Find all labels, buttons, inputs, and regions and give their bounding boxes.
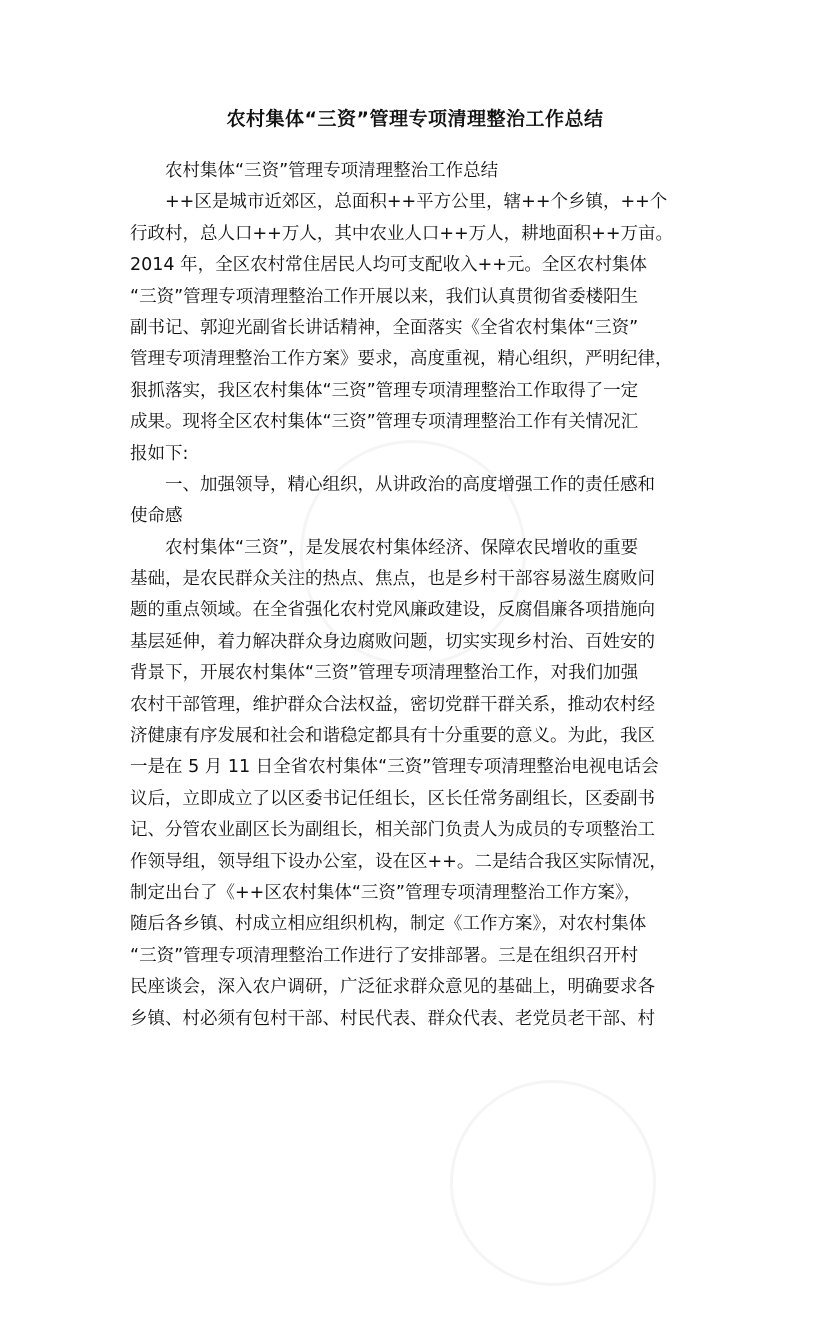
paragraph-line: 农村干部管理，维护群众合法权益，密切党群干群关系，推动农村经 [130,694,655,715]
paragraph-line: 民座谈会，深入农户调研，广泛征求群众意见的基础上，明确要求各 [130,977,655,998]
paragraph-line: “三资”管理专项清理整治工作开展以来，我们认真贯彻省委楼阳生 [130,286,639,307]
paragraph-line: 基础，是农民群众关注的热点、焦点，也是乡村干部容易滋生腐败问 [130,569,655,590]
paragraph-line: 随后各乡镇、村成立相应组织机构，制定《工作方案》，对农村集体 [130,914,647,935]
paragraph-line: 行政村，总人口++万人，其中农业人口++万人，耕地面积++万亩。 [130,223,673,244]
paragraph-line: 基层延伸，着力解决群众身边腐败问题，切实实现乡村治、百姓安的 [130,631,655,652]
paragraph-line: 管理专项清理整治工作方案》要求，高度重视，精心组织，严明纪律， [130,349,673,370]
document-body [130,156,710,1035]
paragraph-line: 议后，立即成立了以区委书记任组长，区长任常务副组长，区委副书 [130,788,655,809]
paragraph-line: ++区是城市近郊区，总面积++平方公里，辖++个乡镇，++个 [165,192,668,213]
watermark-seal [410,1040,697,1326]
section-heading-line: 使命感 [130,506,183,527]
document-title: 农村集体“三资”管理专项清理整治工作总结 [226,108,604,130]
paragraph-subtitle: 农村集体“三资”管理专项清理整治工作总结 [165,161,499,181]
paragraph-line: 副书记、郭迎光副省长讲话精神，全面落实《全省农村集体“三资” [130,317,639,338]
paragraph-line: 题的重点领域。在全省强化农村党风廉政建设，反腐倡廉各项措施向 [130,600,655,621]
section-heading-line: 一、加强领导，精心组织，从讲政治的高度增强工作的责任感和 [165,474,655,495]
paragraph-line: “三资”管理专项清理整治工作进行了安排部署。三是在组织召开村 [130,945,639,966]
paragraph-line: 农村集体“三资”，是发展农村集体经济、保障农民增收的重要 [165,537,639,558]
paragraph-line: 一是在 5 月 11 日全省农村集体“三资”管理专项清理整治电视电话会 [130,757,659,778]
paragraph-line: 背景下，开展农村集体“三资”管理专项清理整治工作，对我们加强 [130,663,639,684]
paragraph-line: 制定出台了《++区农村集体“三资”管理专项清理整治工作方案》， [130,882,642,903]
paragraph-line: 记、分管农业副区长为副组长，相关部门负责人为成员的专项整治工 [130,820,655,841]
paragraph-line: 2014 年，全区农村常住居民人均可支配收入++元。全区农村集体 [130,255,647,276]
paragraph-line: 成果。现将全区农村集体“三资”管理专项清理整治工作有关情况汇 [130,412,639,433]
paragraph-line: 报如下: [130,443,189,464]
paragraph-line: 狠抓落实，我区农村集体“三资”管理专项清理整治工作取得了一定 [130,380,639,401]
paragraph-line: 济健康有序发展和社会和谐稳定都具有十分重要的意义。为此，我区 [130,726,655,747]
paragraph-line: 乡镇、村必须有包村干部、村民代表、群众代表、老党员老干部、村 [130,1008,655,1029]
paragraph-line: 作领导组，领导组下设办公室，设在区++。二是结合我区实际情况， [130,851,667,872]
